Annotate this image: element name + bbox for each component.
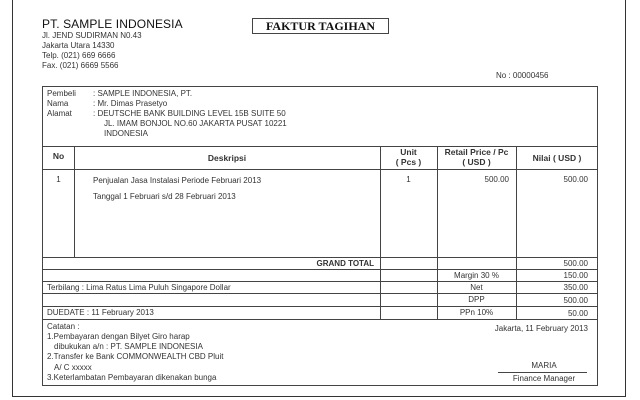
signature-place-date: Jakarta, 11 February 2013 [494,324,588,333]
terbilang-value: Lima Ratus Lima Puluh Singapore Dollar [86,283,231,292]
ppn-label: PPn 10% [459,308,494,317]
duedate [47,308,154,318]
address-label: Alamat [47,109,72,118]
row-price: 500.00 [484,175,509,184]
invoice-table [42,86,598,386]
margin-value: 150.00 [563,271,588,280]
header-no: No [52,151,65,161]
invoice-number-label: No : [496,71,511,80]
signature-line [498,372,587,373]
note-line: dibukukan a/n : PT. SAMPLE INDONESIA [54,342,203,351]
note-line: 2.Transfer ke Bank COMMONWEALTH CBD Pluit [47,352,224,361]
invoice-number-value: 00000456 [512,71,549,80]
divider [43,319,598,320]
row-description-date: Tanggal 1 Februari s/d 28 Februari 2013 [93,192,236,201]
divider [516,146,517,319]
company-fax: Fax. (021) 6669 5566 [42,61,119,70]
terbilang [47,283,231,293]
grand-total-value: 500.00 [563,259,588,268]
buyer-label: Pembeli [47,89,76,98]
name-label: Nama [47,99,69,108]
divider [437,146,438,319]
company-phone: Telp. (021) 669 6666 [42,51,116,60]
divider [43,281,598,282]
header-description: Deskripsi [207,153,247,163]
duedate-value: 11 February 2013 [91,308,154,317]
note-line: 1.Pembayaran dengan Bilyet Giro harap [47,332,190,341]
terbilang-label: Terbilang : [47,283,84,292]
net-label: Net [470,283,483,292]
duedate-label: DUEDATE : [47,308,90,317]
address-value: : DEUTSCHE BANK BUILDING LEVEL 15B SUITE 50 [93,109,286,118]
address-line-3: INDONESIA [104,129,149,138]
divider [43,169,598,170]
grand-total-label: GRAND TOTAL [316,259,374,268]
row-description: Penjualan Jasa Instalasi Periode Februari 2013 [93,176,262,185]
divider [43,306,598,307]
row-value: 500.00 [563,175,588,184]
name-value: : Mr. Dimas Prasetyo [93,99,168,108]
invoice-number [496,71,549,80]
notes-title: Catatan : [47,322,80,331]
company-name: PT. SAMPLE INDONESIA [42,17,183,31]
company-address: Jl. JEND SUDIRMAN N0.43 [42,31,142,40]
ppn-value: 50.00 [567,309,588,318]
header-price: Retail Price / Pc [444,147,509,157]
note-line: A/ C xxxxx [54,363,92,372]
dpp-label: DPP [468,295,485,304]
divider [43,269,598,270]
signature-name: MARIA [531,361,557,370]
net-value: 350.00 [563,283,588,292]
divider [380,146,381,319]
signature-position: Finance Manager [512,374,576,383]
header-unit-pcs: ( Pcs ) [395,157,422,167]
header-unit: Unit [400,147,417,157]
document-title: FAKTUR TAGIHAN [252,18,389,34]
divider [43,257,598,258]
buyer-value: : SAMPLE INDONESIA, PT. [93,89,193,98]
header-value: Nilai ( USD ) [532,153,582,163]
row-no: 1 [56,175,61,184]
address-line-2: JL. IMAM BONJOL NO.60 JAKARTA PUSAT 10221 [104,119,287,128]
dpp-value: 500.00 [563,296,588,305]
row-unit: 1 [406,175,411,184]
header-price-usd: ( USD ) [462,157,491,167]
company-city: Jakarta Utara 14330 [42,41,115,50]
margin-label: Margin 30 % [454,271,499,280]
note-line: 3.Keterlambatan Pembayaran dikenakan bunga [47,373,217,382]
divider [43,293,598,294]
